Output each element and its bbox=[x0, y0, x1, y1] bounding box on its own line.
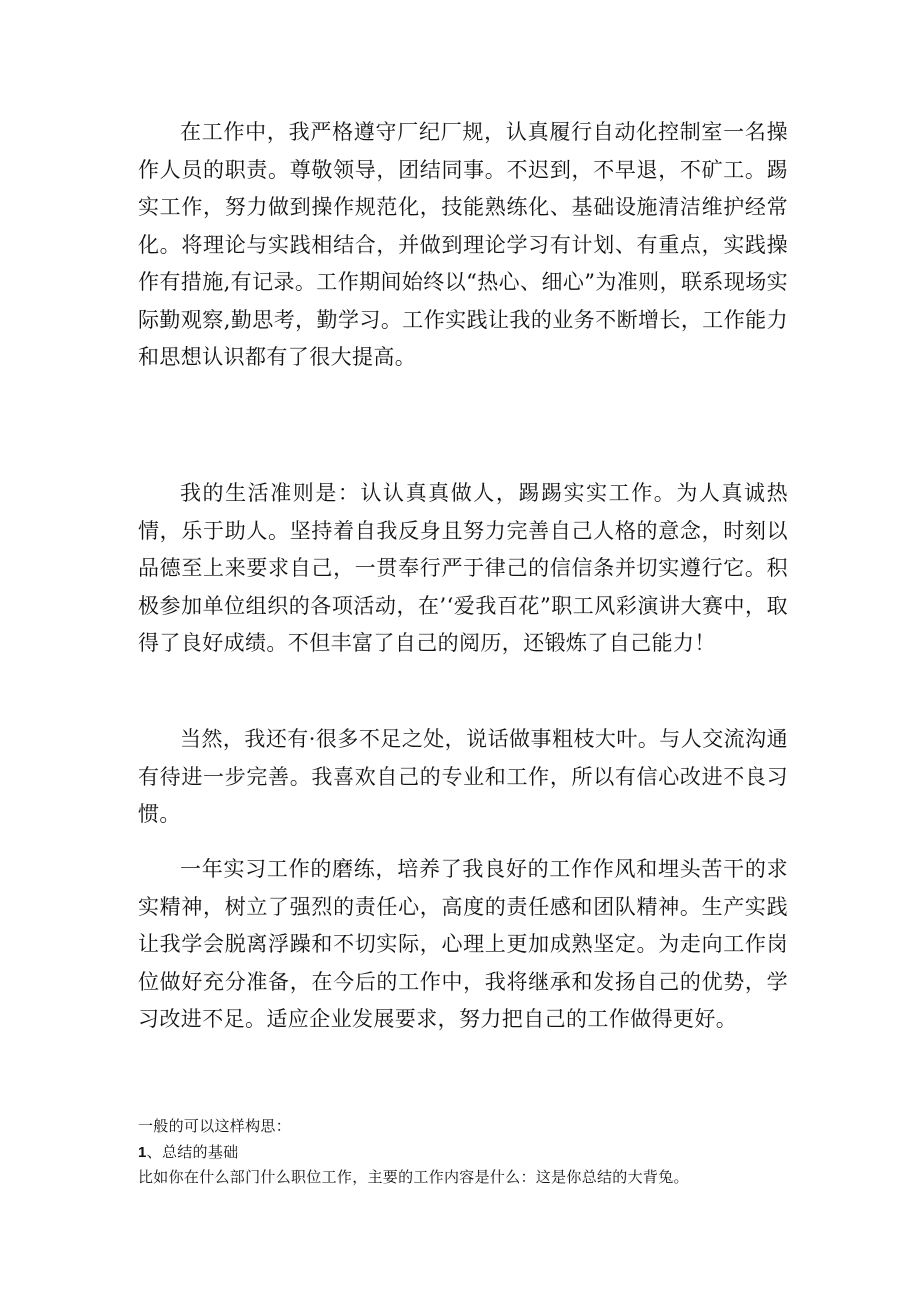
note-item-title: 、总结的基础 bbox=[146, 1143, 239, 1161]
note-item-heading bbox=[138, 1140, 798, 1165]
note-item-number: 1 bbox=[138, 1144, 147, 1161]
body-paragraph-conclusion: 一年实习工作的磨练，培养了我良好的工作作风和埋头苦干的求实精神，树立了强烈的责任心，高度的责任感和团队精神。生产实践让我学会脱离浮躁和不切实际，心理上更加成熟坚定。为走向工作岗位做好充分准备，在今后的工作中，我将继承和发扬自己的优势，学习改进不足。适应企业发展要求，努力把自己的工作做得更好。 bbox=[138, 857, 788, 1031]
body-paragraph-shortcomings: 当然，我还有·很多不足之处，说话做事粗枝大叶。与人交流沟通有待进一步完善。我喜欢自己的专业和工作，所以有信心改进不良习惯。 bbox=[138, 727, 788, 826]
body-paragraph-life: 我的生活准则是：认认真真做人，踢踢实实工作。为人真诚热情，乐于助人。坚持着自我反身且努力完善自己人格的意念，时刻以品德至上来要求自己，一贯奉行严于律己的信信条并切实遵行它。积极参加单位组织的各项活动，在’‘爱我百花”职工风彩演讲大赛中，取得了良好成绩。不但丰富了自己的阅历，还锻炼了自己能力！ bbox=[138, 481, 788, 655]
body-paragraph-work: 在工作中，我严格遵守厂纪厂规，认真履行自动化控制室一名操作人员的职责。尊敬领导，团结同事。不迟到，不早退，不矿工。踢实工作，努力做到操作规范化，技能熟练化、基础设施清洁维护经常化。将理论与实践相结合，并做到理论学习有计划、有重点，实践操作有措施,有记录。工作期间始终以“热心、细心”为准则，联系现场实际勤观察,勤思考，勤学习。工作实践让我的业务不断增长，工作能力和思想认识都有了很大提高。 bbox=[138, 120, 788, 369]
note-intro: 一般的可以这样构思： bbox=[138, 1117, 292, 1135]
note-item-body: 比如你在什么部门什么职位工作，主要的工作内容是什么：这是你总结的大背兔。 bbox=[138, 1168, 689, 1186]
